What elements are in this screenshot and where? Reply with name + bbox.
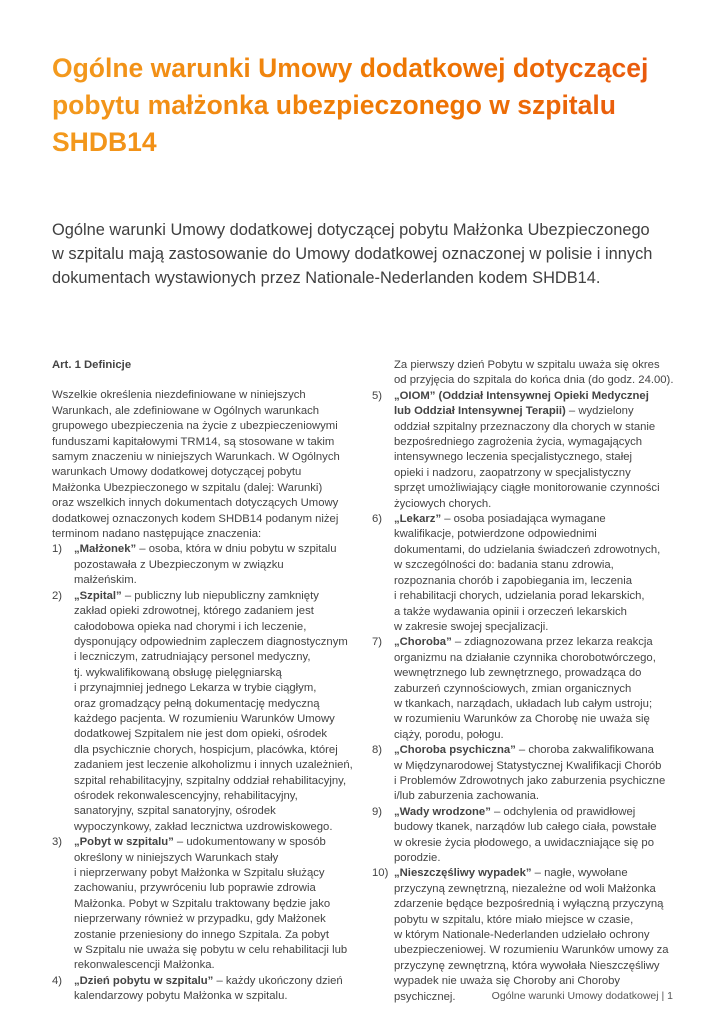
definition-line: w okresie życia płodowego, a uwidaczniające się po bbox=[394, 836, 654, 849]
definition-term: „Nieszczęśliwy wypadek” bbox=[394, 867, 532, 880]
definition-continuation bbox=[372, 358, 677, 389]
definition-line: wypoczynkowy, zakład lecznictwa uzdrowiskowego. bbox=[74, 820, 333, 833]
definition-line: dysponujący odpowiednim zapleczem diagnostycznym bbox=[74, 635, 348, 648]
definition-line: porodzie. bbox=[394, 852, 441, 864]
definition-line: kalendarzowy pobytu Małżonka w szpitalu. bbox=[74, 990, 288, 1003]
definition-line: rozpoznania chorób i zapobiegania im, leczenia bbox=[394, 574, 633, 587]
paragraph-line: grupowego ubezpieczenia na życie z ubezpieczeniowymi bbox=[52, 420, 338, 433]
definition-item bbox=[372, 512, 677, 635]
definition-line: oddział szpitalny przeznaczony dla chorych w stanie bbox=[394, 420, 656, 433]
general-paragraph bbox=[52, 388, 357, 542]
definition-item bbox=[52, 542, 357, 588]
definition-term: „OIOM” (Oddział Intensywnej Opieki Medycznej bbox=[394, 389, 649, 402]
intro-line: dokumentach wystawionych przez Nationale-Nederlanden kodem SHDB14. bbox=[52, 269, 601, 287]
definition-term: lub Oddział Intensywnej Terapii) bbox=[394, 405, 566, 418]
definition-line: zakład opieki zdrowotnej, którego zadaniem jest bbox=[74, 605, 314, 618]
definition-number: 1) bbox=[52, 543, 63, 556]
title-line: Ogólne warunki Umowy dodatkowej dotyczącej bbox=[52, 53, 649, 83]
definition-line: i Problemów Zdrowotnych jako zaburzenia psychiczne bbox=[394, 774, 666, 787]
paragraph-line: funduszami kapitałowymi TRM14, są stosowane w takim bbox=[52, 435, 335, 448]
definition-line: całodobowa opieka nad chorymi i ich leczenie, bbox=[74, 620, 307, 633]
definition-item bbox=[52, 835, 357, 974]
definition-line: „Szpital” – publiczny lub niepubliczny zamknięty bbox=[74, 589, 319, 602]
definition-line: psychicznej. bbox=[394, 990, 456, 1003]
definition-line: w Międzynarodowej Statystycznej Kwalifikacji Chorób bbox=[394, 759, 662, 772]
definition-item bbox=[372, 635, 677, 743]
definition-line: każdego pacjenta. W rozumieniu Warunków Umowy bbox=[74, 712, 335, 725]
definition-item bbox=[372, 743, 677, 805]
definition-line: przyczyną zewnętrzną, niezależne od woli Małżonka bbox=[394, 882, 656, 895]
definition-line: „Pobyt w szpitalu” – udokumentowany w sposób bbox=[74, 836, 326, 849]
definition-line: przyczynę zewnętrzną, która wywołała Nieszczęśliwy bbox=[394, 959, 660, 972]
definition-line: lub Oddział Intensywnej Terapii) – wydzielony bbox=[394, 405, 634, 418]
definition-line: ciąży, porodu, połogu. bbox=[394, 728, 504, 741]
definition-line: pozostawała z Ubezpieczonym w związku bbox=[74, 558, 284, 571]
definition-line: sanatoryjny, szpital sanatoryjny, ośrodek bbox=[74, 805, 276, 818]
article-heading: Art. 1 Definicje bbox=[52, 359, 132, 371]
definition-line: i leczniczym, zatrudniający personel medyczny, bbox=[74, 651, 311, 664]
paragraph-line: samym znaczeniu w niniejszych Warunkach. W Ogólnych bbox=[52, 451, 340, 464]
definition-line: w którym Nationale-Nederlanden udzielało ochrony bbox=[394, 929, 650, 942]
definition-line: w Szpitalu nie uważa się pobytu w celu rehabilitacji lub bbox=[74, 944, 348, 957]
definition-term: „Szpital” bbox=[74, 589, 122, 602]
definition-line: dodatkowej Szpitalem nie jest dom opieki, ośrodek bbox=[74, 728, 328, 741]
definition-line: nieprzerwany również w przypadku, gdy Małżonek bbox=[74, 913, 326, 926]
definition-line: zachowaniu, przywróceniu lub poprawie zdrowia bbox=[74, 882, 316, 895]
definition-number: 9) bbox=[372, 805, 383, 818]
left-column bbox=[52, 358, 357, 1005]
definition-number: 5) bbox=[372, 389, 383, 402]
definition-item bbox=[372, 866, 677, 1005]
definition-term: „Lekarz” bbox=[394, 513, 442, 526]
definition-line: zadaniem jest leczenie alkoholizmu i innych uzależnień, bbox=[74, 759, 353, 772]
definition-number: 6) bbox=[372, 513, 383, 526]
definition-line: „Małżonek” – osoba, która w dniu pobytu w szpitalu bbox=[74, 543, 337, 556]
definition-line: zaburzeń czynnościowych, zmian organicznych bbox=[394, 682, 632, 695]
page-footer: Ogólne warunki Umowy dodatkowej | 1 bbox=[491, 990, 673, 1002]
intro-line: w szpitalu mają zastosowanie do Umowy dodatkowej oznaczonej w polisie i innych bbox=[52, 245, 653, 263]
definition-line: w tkankach, narządach, układach lub całym ustroju; bbox=[394, 697, 653, 710]
definition-line: ośrodek rekonwalescencyjny, rehabilitacyjny, bbox=[74, 789, 298, 802]
definition-item bbox=[372, 805, 677, 867]
definition-number: 4) bbox=[52, 974, 63, 987]
intro-line: Ogólne warunki Umowy dodatkowej dotyczącej pobytu Małżonka Ubezpieczonego bbox=[52, 221, 650, 239]
definition-line: tj. wykwalifikowaną obsługę pielęgniarską bbox=[74, 666, 282, 679]
definition-line: Za pierwszy dzień Pobytu w szpitalu uważa się okres bbox=[394, 359, 660, 371]
definition-line: zdarzenie będące bezpośrednią i wyłączną przyczyną bbox=[394, 898, 664, 911]
definition-line: kwalifikacje, potwierdzone odpowiednimi bbox=[394, 528, 597, 541]
definition-number: 8) bbox=[372, 744, 383, 757]
definition-line: i przynajmniej jednego Lekarza w trybie ciągłym, bbox=[74, 682, 317, 695]
definition-term: „Dzień pobytu w szpitalu” bbox=[74, 974, 214, 987]
paragraph-line: Małżonka Ubezpieczonego w szpitalu (dalej: Warunki) bbox=[52, 481, 323, 494]
definition-number: 10) bbox=[372, 867, 389, 880]
definitions-list-left bbox=[52, 542, 357, 1004]
definition-line: organizmu na działanie czynnika chorobotwórczego, bbox=[394, 651, 656, 664]
definition-line: intensywnego leczenia specjalistycznego, stałej bbox=[394, 451, 632, 464]
definition-number: 2) bbox=[52, 589, 63, 602]
definition-term: „Choroba” bbox=[394, 636, 452, 649]
definition-line: małżeńskim. bbox=[74, 574, 137, 587]
definition-line: w zakresie swojej specjalizacji. bbox=[394, 620, 549, 633]
definition-line: wypadek nie uważa się Choroby ani Choroby bbox=[394, 975, 621, 988]
definition-number: 3) bbox=[52, 836, 63, 849]
title-line: SHDB14 bbox=[52, 127, 157, 157]
definition-line: rekonwalescencji Małżonka. bbox=[74, 959, 215, 972]
definition-line: bezpośredniego zagrożenia życia, wymagających bbox=[394, 436, 643, 449]
definition-line: i nieprzerwany pobyt Małżonka w Szpitalu służący bbox=[74, 867, 325, 879]
paragraph-line: Wszelkie określenia niezdefiniowane w niniejszych bbox=[52, 389, 306, 402]
definition-line: „Choroba” – zdiagnozowana przez lekarza reakcja bbox=[394, 636, 653, 649]
intro-paragraph bbox=[52, 218, 682, 290]
paragraph-line: warunkach Umowy dodatkowej dotyczącej pobytu bbox=[52, 466, 302, 479]
definitions-list-right bbox=[372, 389, 677, 1005]
definition-item bbox=[52, 589, 357, 836]
definition-line: budowy tkanek, narządów lub całego ciała, powstałe bbox=[394, 821, 657, 834]
definition-line: oraz gromadzący pełną dokumentację medyczną bbox=[74, 697, 320, 710]
definition-line: życiowych chorych. bbox=[394, 497, 492, 510]
definition-line: opieki i nadzoru, zaopatrzony w specjalistyczny bbox=[394, 466, 631, 479]
definition-line: i/lub zaburzenia zachowania. bbox=[394, 790, 540, 803]
paragraph-line: Warunkach, ale zdefiniowane w Ogólnych warunkach bbox=[52, 404, 320, 417]
definition-term: „Wady wrodzone” bbox=[394, 805, 491, 818]
definition-term: „Małżonek” bbox=[74, 543, 137, 556]
definition-item bbox=[52, 974, 357, 1005]
definition-line: i rehabilitacji chorych, udzielania porad lekarskich, bbox=[394, 590, 645, 603]
document-title bbox=[52, 50, 682, 161]
definition-line: od przyjęcia do szpitala do końca dnia (do godz. 24.00). bbox=[394, 374, 674, 387]
paragraph-line: oraz wszelkich innych dokumentach dotyczących Umowy bbox=[52, 497, 339, 510]
definition-line: pobytu w szpitalu, które miało miejsce w czasie, bbox=[394, 913, 634, 926]
paragraph-line: dodatkowej oznaczonych kodem SHDB14 podanym niżej bbox=[52, 512, 339, 525]
title-line: pobytu małżonka ubezpieczonego w szpitalu bbox=[52, 90, 616, 120]
definition-line: „Lekarz” – osoba posiadająca wymagane bbox=[394, 513, 606, 526]
definition-number: 7) bbox=[372, 636, 383, 649]
definition-line: „Choroba psychiczna” – choroba zakwalifikowana bbox=[394, 744, 654, 757]
definition-line: szpital rehabilitacyjny, szpitalny oddział rehabilitacyjny, bbox=[74, 774, 347, 787]
definition-term: „Pobyt w szpitalu” bbox=[74, 836, 174, 849]
definition-item bbox=[372, 389, 677, 512]
paragraph-line: terminom nadano następujące znaczenia: bbox=[52, 528, 262, 541]
definition-line: określony w niniejszych Warunkach stały bbox=[74, 851, 279, 864]
definition-line: dla psychicznie chorych, hospicjum, placówka, której bbox=[74, 743, 338, 756]
definition-line: sprzęt umożliwiający ciągłe monitorowanie czynności bbox=[394, 482, 660, 495]
definition-line: dokumentami, do udzielania świadczeń zdrowotnych, bbox=[394, 543, 661, 556]
definition-line: Małżonka. Pobyt w Szpitalu traktowany będzie jako bbox=[74, 897, 331, 910]
definition-line: „Dzień pobytu w szpitalu” – każdy ukończony dzień bbox=[74, 974, 343, 987]
definition-line: w rozumieniu Warunków za Chorobę nie uważa się bbox=[394, 713, 650, 726]
definition-line bbox=[394, 389, 677, 404]
definition-line: w szczególności do: badania stanu zdrowia, bbox=[394, 559, 614, 572]
definition-line: „Wady wrodzone” – odchylenia od prawidłowej bbox=[394, 805, 636, 818]
definition-line: wewnętrznego lub zewnętrznego, prowadząca do bbox=[394, 667, 642, 680]
definition-line: a także wydawania opinii i orzeczeń lekarskich bbox=[394, 605, 627, 618]
definition-line: „Nieszczęśliwy wypadek” – nagłe, wywołane bbox=[394, 867, 628, 880]
definition-line: zostanie przeniesiony do innego Szpitala. Za pobyt bbox=[74, 928, 329, 941]
definition-line: ubezpieczeniowej. W rozumieniu Warunków umowy za bbox=[394, 944, 669, 957]
right-column bbox=[372, 358, 677, 1005]
definition-term: „Choroba psychiczna” bbox=[394, 744, 516, 757]
